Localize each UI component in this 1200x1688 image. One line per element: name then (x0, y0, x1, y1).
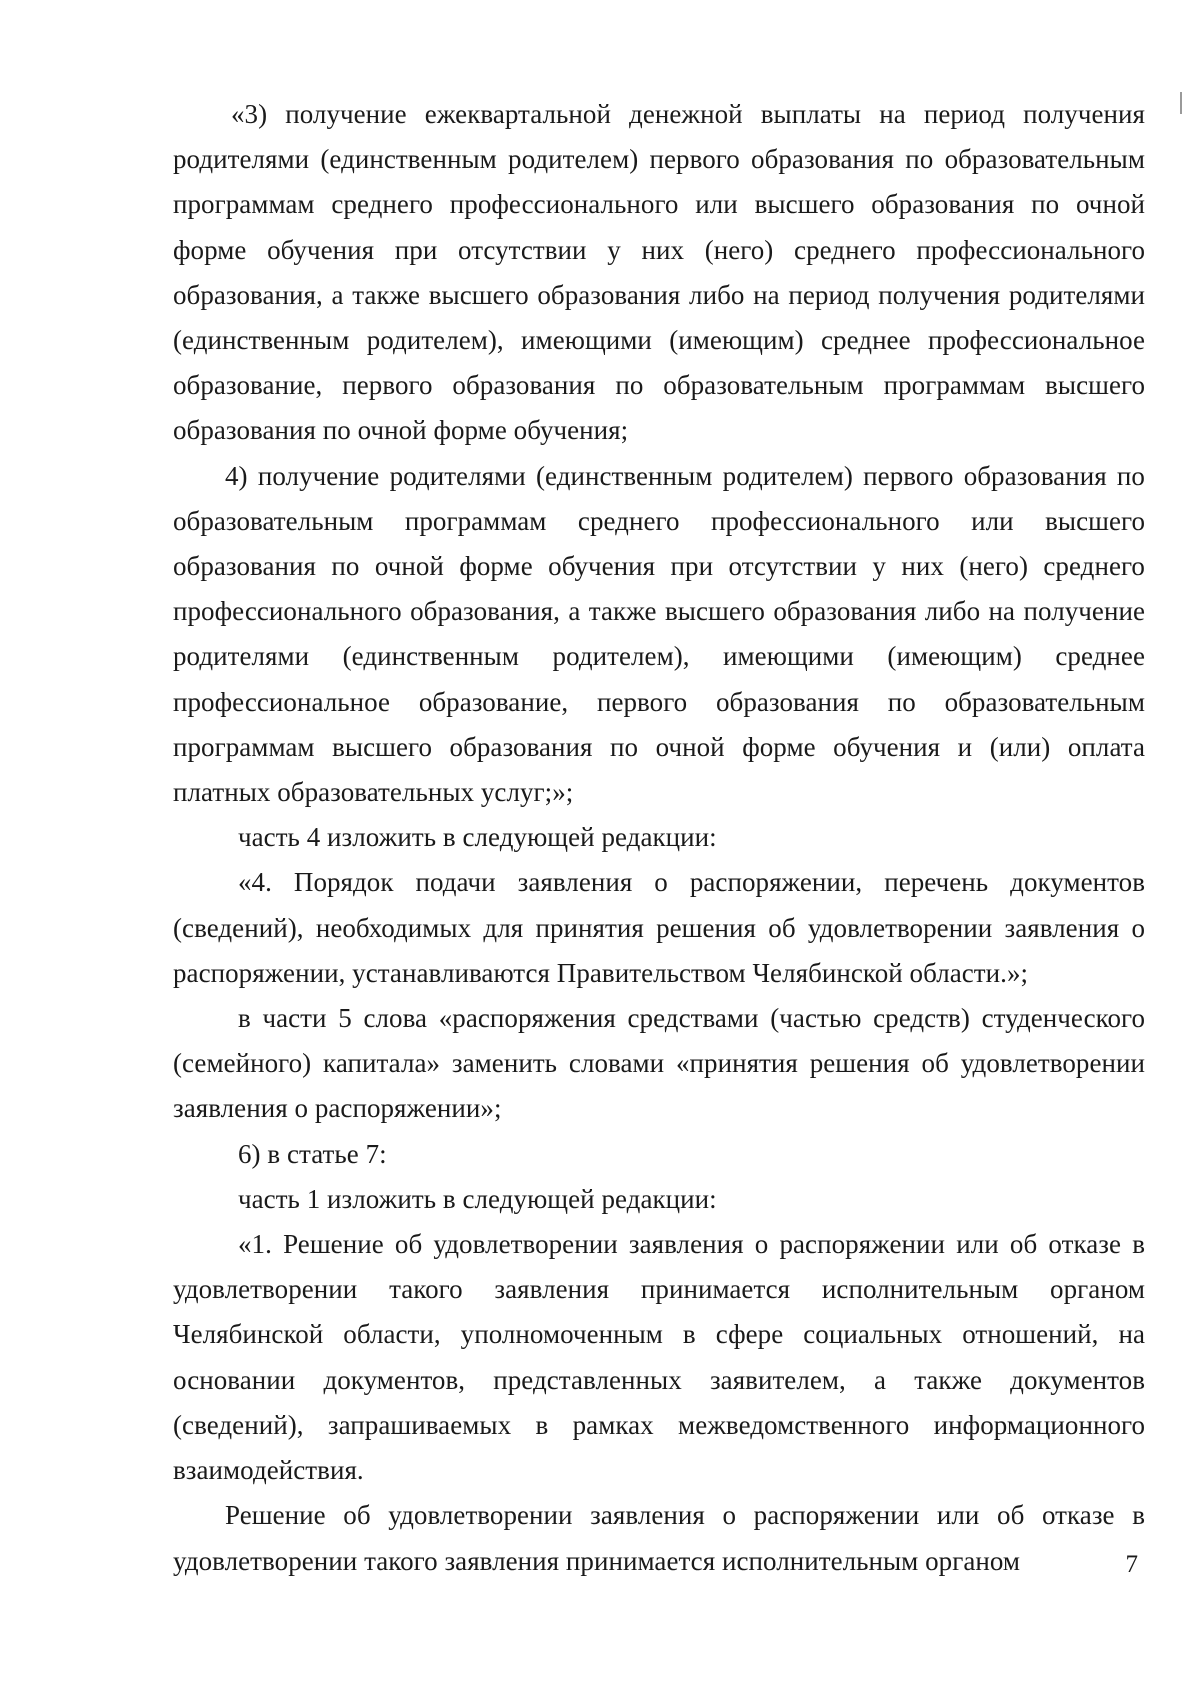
paragraph-part-4-instruction: часть 4 изложить в следующей редакции: (238, 822, 717, 853)
paragraph-part-5-amendment: в части 5 слова «распоряжения средствами (частью средств) студенческого (семейного) капитала» заменить словами «принятия решения об удовлетворении заявления о распоряжении»; (173, 1003, 1145, 1124)
paragraph-part-1-text: «1. Решение об удовлетворении заявления о распоряжении или об отказе в удовлетворении такого заявления принимается исполнительным органом Челябинской области, уполномоченным в сфере социальных отношений, на основании документов, представленных заявителем, а также документов (сведений), запрашиваемых в рамках межведомственного информационного взаимодействия. (173, 1229, 1145, 1486)
paragraph-part-4-text: «4. Порядок подачи заявления о распоряжении, перечень документов (сведений), необходимых для принятия решения об удовлетворении заявления о распоряжении, устанавливаются Правительством Челябинской области.»; (173, 867, 1145, 988)
paragraph-part-1-instruction: часть 1 изложить в следующей редакции: (238, 1183, 717, 1214)
paragraph-item-4: 4) получение родителями (единственным родителем) первого образования по образовательным программам среднего профессионального или высшего образования по очной форме обучения при отсутствии у них (него) среднего профессионального образования, а также высшего образования либо на получение родителями (единственным родителем), имеющими (имеющим) среднее профессиональное образование, первого образования по образовательным программам высшего образования по очной форме обучения и (или) оплата платных образовательных услуг;»; (173, 460, 1145, 808)
paragraph-item-3: «3) получение ежеквартальной денежной выплаты на период получения родителями (единственным родителем) первого образования по образовательным программам среднего профессионального или высшего образования по очной форме обучения при отсутствии у них (него) среднего профессионального образования, а также высшего образования либо на период получения родителями (единственным родителем), имеющими (имеющим) среднее профессиональное образование, первого образования по образовательным программам высшего образования по очной форме обучения; (173, 99, 1145, 446)
scan-margin-mark (1180, 92, 1182, 114)
paragraph-decision-text: Решение об удовлетворении заявления о распоряжении или об отказе в удовлетворении такого заявления принимается исполнительным органом (173, 1500, 1145, 1576)
page-number: 7 (1125, 1551, 1138, 1578)
paragraph-article-7-heading: 6) в статье 7: (238, 1138, 387, 1169)
document-body (173, 92, 1145, 1584)
